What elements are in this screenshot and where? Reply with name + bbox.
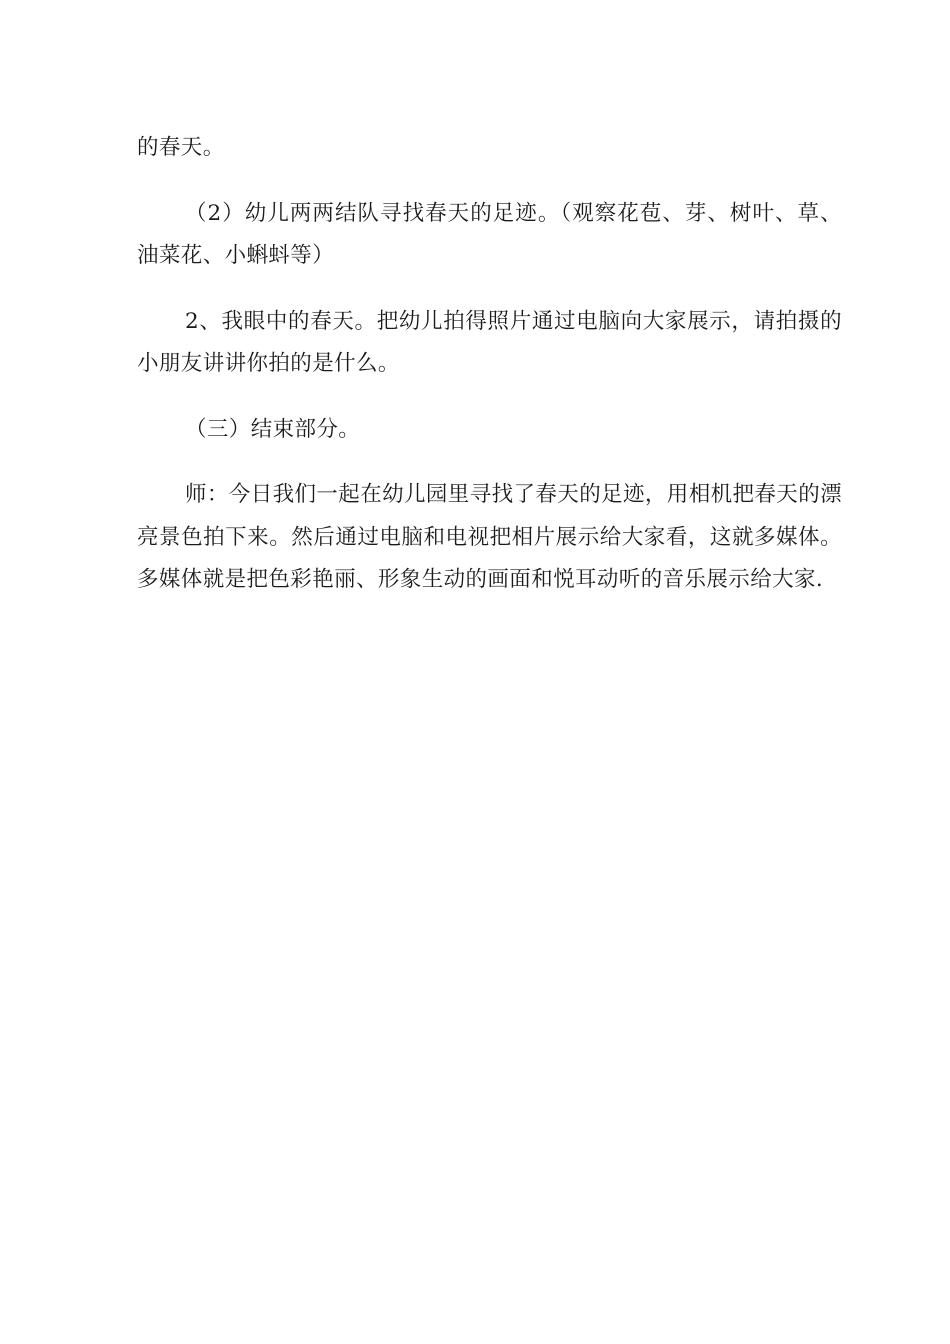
paragraph-ending-section: （三）结束部分。 — [185, 416, 361, 442]
paragraph-continuation: 的春天。 — [137, 135, 225, 160]
paragraph-teacher-summary: 师：今日我们一起在幼儿园里寻找了春天的足迹，用相机把春天的漂亮景色拍下来。然后通过电脑和电视把相片展示给大家看，这就多媒体。多媒体就是把色彩艳丽、形象生动的画面和悦耳动听的音乐展示给大家. — [137, 482, 843, 592]
paragraph-spring-in-my-eyes: 2、我眼中的春天。把幼儿拍得照片通过电脑向大家展示，请拍摄的小朋友讲讲你拍的是什么。 — [137, 308, 842, 376]
document-body — [137, 127, 842, 602]
paragraph-search-spring: （2）幼儿两两结队寻找春天的足迹。（观察花苞、芽、树叶、草、油菜花、小蝌蚪等） — [137, 200, 842, 268]
